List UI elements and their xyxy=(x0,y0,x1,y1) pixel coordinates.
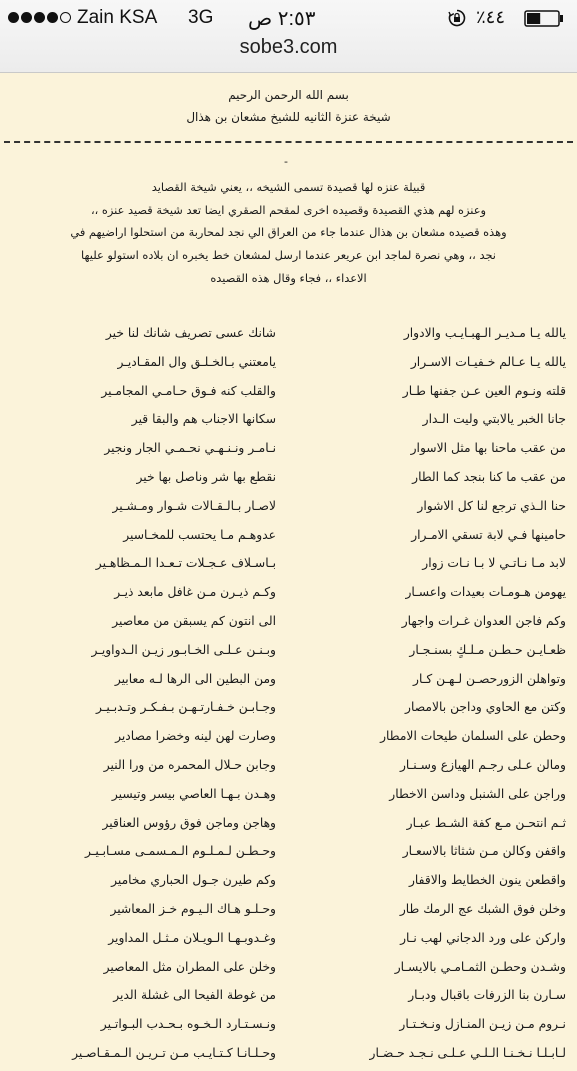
verse-line: الى انتون كم يسبقن من معاصير xyxy=(112,613,276,628)
verse-line: سـارن بنا الزرفات باقبال ودبـار xyxy=(408,988,566,1003)
verse-line: قلته ونـوم العين عـن جفنها طـار xyxy=(402,383,566,398)
verse-line: وكم طيرن جـول الحباري مخامير xyxy=(111,873,276,888)
intro-paragraph xyxy=(8,176,569,290)
basmala-heading: بسم الله الرحمن الرحيم xyxy=(228,88,349,102)
verse-line: وكتن مع الحاوي وداجن بالامصار xyxy=(405,700,566,715)
dash-mark: - xyxy=(284,155,288,168)
intro-line: وعنزه لهم هذي القصيدة وقصيده اخرى لمقحم الصقري ايضا تعد شيخة قصيد عنزه ،، xyxy=(90,202,487,217)
verse-line: وصارت لهن لينه وخضرا مصادير xyxy=(115,729,276,744)
verse-line: وكم فاجن العدوان غـرات واجهار xyxy=(401,613,566,628)
verse-line: ونـسـتـارد الـخـوه بـحـدب البـواتـير xyxy=(100,1017,276,1032)
verse-line: وكـم ذيـرن مـن غافل مابعد ذيـر xyxy=(114,585,276,600)
verse-line: يهومن هـومـات بعيدات واعسـار xyxy=(405,585,566,600)
rotation-lock-icon xyxy=(448,9,466,27)
verse-line: وغـدوبـهـا الـويـلان مـثـل المداوير xyxy=(108,930,276,945)
verse-line: حنا الـذي ترجع لنا كل الاشوار xyxy=(417,498,566,513)
verse-line: شانك عسى تصريف شانك لنا خير xyxy=(105,326,276,340)
signal-dot xyxy=(21,12,32,23)
verse-line: لاصـار بـالـقـالات شـوار ومـشـير xyxy=(112,498,276,513)
poem-title: شيخة عنزة الثانيه للشيخ مشعان بن هذال xyxy=(186,110,391,124)
verse-line: وراجن على الشنبل وداسن الاخطار xyxy=(389,786,566,801)
verse-line: واركن على ورد الدجاني لهب نـار xyxy=(400,930,566,945)
verse-line: وشـدن وحطـن الثمـامـي بالايسـار xyxy=(394,959,566,974)
verse-line: وخلن على المطران مثل المعاصير xyxy=(103,959,276,974)
verse-line: وهاجن وماجن فوق رؤوس العناقير xyxy=(102,815,276,830)
verse-line: نـامـر ونـنـهـي نحـمـي الجار ونجير xyxy=(104,441,276,456)
verse-line: ومالن عـلى رجـم الهيازع وسـنـار xyxy=(399,757,566,772)
verse-line: وحطن على السلمان طيحات الامطار xyxy=(380,729,566,744)
verse-line: حامينها فـي لابة تسقي الامـرار xyxy=(411,527,566,542)
poem-first-hemistichs xyxy=(306,322,566,1071)
verse-line: سكانها الاجناب هم والبقا قير xyxy=(131,412,276,427)
dashed-divider xyxy=(4,141,573,143)
intro-line: الاعداء ،، فجاء وقال هذه القصيده xyxy=(210,270,367,285)
address-bar-url[interactable]: sobe3.com xyxy=(239,36,338,58)
verse-line: يالله يـا مـديـر الـهبـايـب والادوار xyxy=(403,326,566,340)
intro-line: وهذه قصيده مشعان بن هذال عندما جاء من العراق الي نجد لمحاربة من استحلوا اراضيهم في xyxy=(70,225,507,240)
verse-line: عدوهـم مـا يحتسب للمخـاسير xyxy=(123,527,276,542)
verse-line: جانا الخبر يالابتي وليت الـدار xyxy=(422,412,566,427)
verse-line: يامعتني بـالخـلـق وال المقـاديـر xyxy=(117,354,276,369)
verse-line: من عقب ما كنا بنجد كما الطار xyxy=(412,469,566,484)
verse-line: وتواهلن الزورحصـن لـهـن كـار xyxy=(413,671,566,686)
verse-line: نقطع بها شر وناصل بها خير xyxy=(136,469,276,484)
poem-second-hemistichs xyxy=(16,322,276,1071)
intro-line: قبيلة عنزه لها قصيدة تسمى الشيخه ،، يعني شيخة القصايد xyxy=(151,180,426,194)
verse-line: وحـطـن لـمـلـوم الـمـسمـى مسـابـيـر xyxy=(84,844,276,859)
verse-line: لـابـلـا نـخـنـا الـلـي عـلـى نـجـد حـضـار xyxy=(369,1045,566,1060)
verse-line: بـاسـلاف عـجـلات تـعـدا الـمـظاهـير xyxy=(95,556,276,571)
verse-line: نـروم مـن زيـن المنـازل ونـخـتـار xyxy=(399,1017,566,1032)
signal-dot xyxy=(47,12,58,23)
verse-line: واقطعن ينون الخطايط والاقفار xyxy=(408,873,566,888)
verse-line: وحـلـو هـاك الـيـوم خـز المعاشير xyxy=(110,901,276,916)
signal-dot-empty xyxy=(60,12,71,23)
verse-line: وجـابـن خـفـارتـهـن بـفـكـر وتـدبـيـر xyxy=(96,700,276,715)
battery-percent: ٪٤٤ xyxy=(476,7,506,27)
carrier-name: Zain KSA xyxy=(77,7,158,28)
verse-line: وبـنـن عـلـى الخـابـور زيـن الـدواويـر xyxy=(91,642,276,657)
clock: ٢:٥٣ ص xyxy=(248,8,316,30)
verse-line: ومن البطين الى الرها لـه معابير xyxy=(114,671,276,686)
verse-line: وجابن حـلال المحمره من ورا النير xyxy=(103,757,276,772)
network-type: 3G xyxy=(188,7,214,28)
browser-header xyxy=(0,0,577,73)
verse-line: ظعـايـن حـطـن مـلـكٍ بسنـجـار xyxy=(409,642,566,657)
status-bar xyxy=(0,0,577,36)
verse-line: والقلب كنه فـوق حـامـي المجامـير xyxy=(101,383,276,398)
verse-line: واقفن وكالن مـن شثاثا بالاسعـار xyxy=(402,844,566,859)
verse-line: وخلن فوق الشبك عج الرمك طار xyxy=(399,901,566,916)
signal-dots-icon xyxy=(8,12,19,23)
verse-line: من عقب ماحنا بها مثل الاسوار xyxy=(410,441,566,456)
verse-line: ثـم انتحـن مـع كفة الشـط عبـار xyxy=(406,815,566,830)
verse-line: من غوطة الفيحا الى غشلة الدير xyxy=(113,988,276,1003)
verse-line: يالله يـا عـالم خـفيـات الاسـرار xyxy=(410,354,566,369)
battery-icon xyxy=(524,10,564,27)
verse-line: وحـلـانـا كـتـايـب مـن تـريـن الـمـقـاصـير xyxy=(72,1045,276,1060)
verse-line: لابد مـا نـاتـي لا بـا نـات زوار xyxy=(422,556,566,571)
verse-line: وهـدن بـهـا العاصي بيسر وتيسير xyxy=(111,786,276,801)
intro-line: نجد ،، وهي نصرة لماجد ابن عريعر عندما ارسل لمشعان خط يخبره ان بلاده استولو عليها xyxy=(81,248,496,263)
signal-dot xyxy=(34,12,45,23)
